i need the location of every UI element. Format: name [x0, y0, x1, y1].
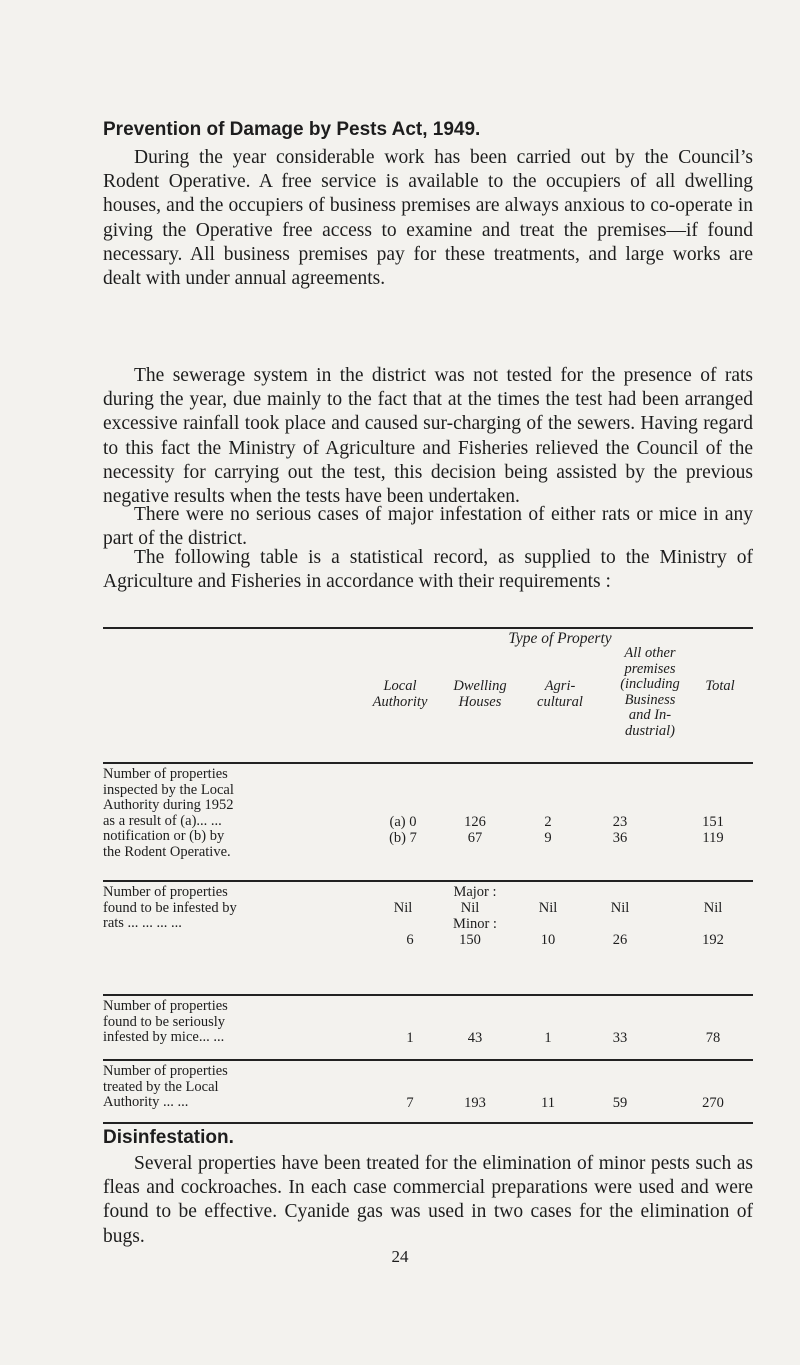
page-number: 24: [391, 1247, 409, 1266]
cell-inspected-a-dwelling: 126: [464, 814, 486, 830]
cell-inspected-b-total: 119: [702, 830, 724, 846]
column-header-total: Total: [705, 678, 735, 694]
cell-mice-dwelling: 43: [467, 1030, 483, 1046]
column-header-dwelling: Dwelling Houses: [453, 678, 507, 710]
table-bottom-rule: [103, 1122, 753, 1124]
cell-mice-total: 78: [705, 1030, 721, 1046]
cell-treated-other: 59: [612, 1095, 628, 1111]
cell-rats-major-agri: Nil: [538, 900, 558, 916]
cell-inspected-a-other: 23: [612, 814, 628, 830]
table-row-rule-1: [103, 880, 753, 882]
table-row-rule-3: [103, 1059, 753, 1061]
cell-rats-minor-local: 6: [406, 932, 414, 948]
row-label-mice: Number of properties found to be seriously infested by mice... ...: [103, 998, 228, 1045]
section-heading-disinfestation: Disinfestation.: [103, 1127, 234, 1148]
column-header-other-premises: All other premises (including Business and In- dustrial): [620, 645, 680, 739]
paragraph-no-infestation: There were no serious cases of major infestation of either rats or mice in any part of the district.: [103, 504, 753, 550]
cell-treated-local: 7: [406, 1095, 414, 1111]
cell-rats-minor-agri: 10: [540, 932, 556, 948]
cell-treated-total: 270: [702, 1095, 724, 1111]
cell-treated-dwelling: 193: [464, 1095, 486, 1111]
cell-inspected-a-agri: 2: [544, 814, 552, 830]
paragraph-disinfestation: Several properties have been treated for the elimination of minor pests such as fleas and cockroaches. In each case commercial preparations were used and were found to be effective. Cyanide gas was used in two cases for the elimination of bugs.: [103, 1153, 753, 1247]
cell-inspected-b-agri: 9: [544, 830, 552, 846]
cell-rats-major-other: Nil: [610, 900, 630, 916]
cell-inspected-a-total: 151: [702, 814, 724, 830]
cell-rats-minor-total: 192: [702, 932, 724, 948]
cell-treated-agri: 11: [541, 1095, 555, 1111]
cell-inspected-b-other: 36: [612, 830, 628, 846]
paragraph-table-intro: The following table is a statistical record, as supplied to the Ministry of Agriculture and Fisheries in accordance with their requirements :: [103, 547, 753, 593]
cell-inspected-b-dwelling: 67: [467, 830, 483, 846]
cell-inspected-b-local: (b) 7: [389, 830, 417, 846]
column-header-agricultural: Agri- cultural: [537, 678, 583, 710]
row-label-treated: Number of properties treated by the Local Authority ... ...: [103, 1063, 228, 1110]
label-minor: Minor :: [453, 916, 497, 932]
table-row-rule-2: [103, 994, 753, 996]
cell-mice-agri: 1: [544, 1030, 552, 1046]
table-top-rule: [103, 627, 753, 629]
cell-rats-minor-other: 26: [612, 932, 628, 948]
column-header-local: Local Authority: [372, 678, 428, 710]
paragraph-rodent-operative: During the year considerable work has been carried out by the Council’s Rodent Operative. A free service is available to the occupiers of all dwelling houses, and the occupiers of business premises are always anxious to co-operate in giving the Operative free access to examine and treat the premises—if found necessary. All business premises pay for these treatments, and large works are dealt with under annual agreements.: [103, 147, 753, 290]
section-heading: Prevention of Damage by Pests Act, 1949.: [103, 119, 481, 140]
cell-inspected-a-local: (a) 0: [389, 814, 417, 830]
table-header-rule: [103, 762, 753, 764]
paragraph-sewerage-test: The sewerage system in the district was not tested for the presence of rats during the year, due mainly to the fact that at the times the test had been arranged excessive rainfall took place and caused sur-charging of the sewers. Having regard to this fact the Ministry of Agriculture and Fisheries relieved the Council of the necessity for carrying out the test, this decision being assisted by the previous negative results when the tests have been undertaken.: [103, 365, 753, 508]
cell-mice-local: 1: [406, 1030, 414, 1046]
table-group-header: Type of Property: [508, 630, 612, 647]
cell-rats-major-dwelling: Nil: [460, 900, 480, 916]
label-major: Major :: [453, 884, 497, 900]
cell-rats-minor-dwelling: 150: [459, 932, 481, 948]
cell-rats-major-local: Nil: [393, 900, 413, 916]
row-label-inspected: Number of properties inspected by the Local Authority during 1952 as a result of (a)... ... notification or (b) by the Rodent Operative.: [103, 766, 234, 860]
cell-mice-other: 33: [612, 1030, 628, 1046]
cell-rats-major-total: Nil: [703, 900, 723, 916]
row-label-rats: Number of properties found to be infested by rats ... ... ... ...: [103, 884, 237, 931]
